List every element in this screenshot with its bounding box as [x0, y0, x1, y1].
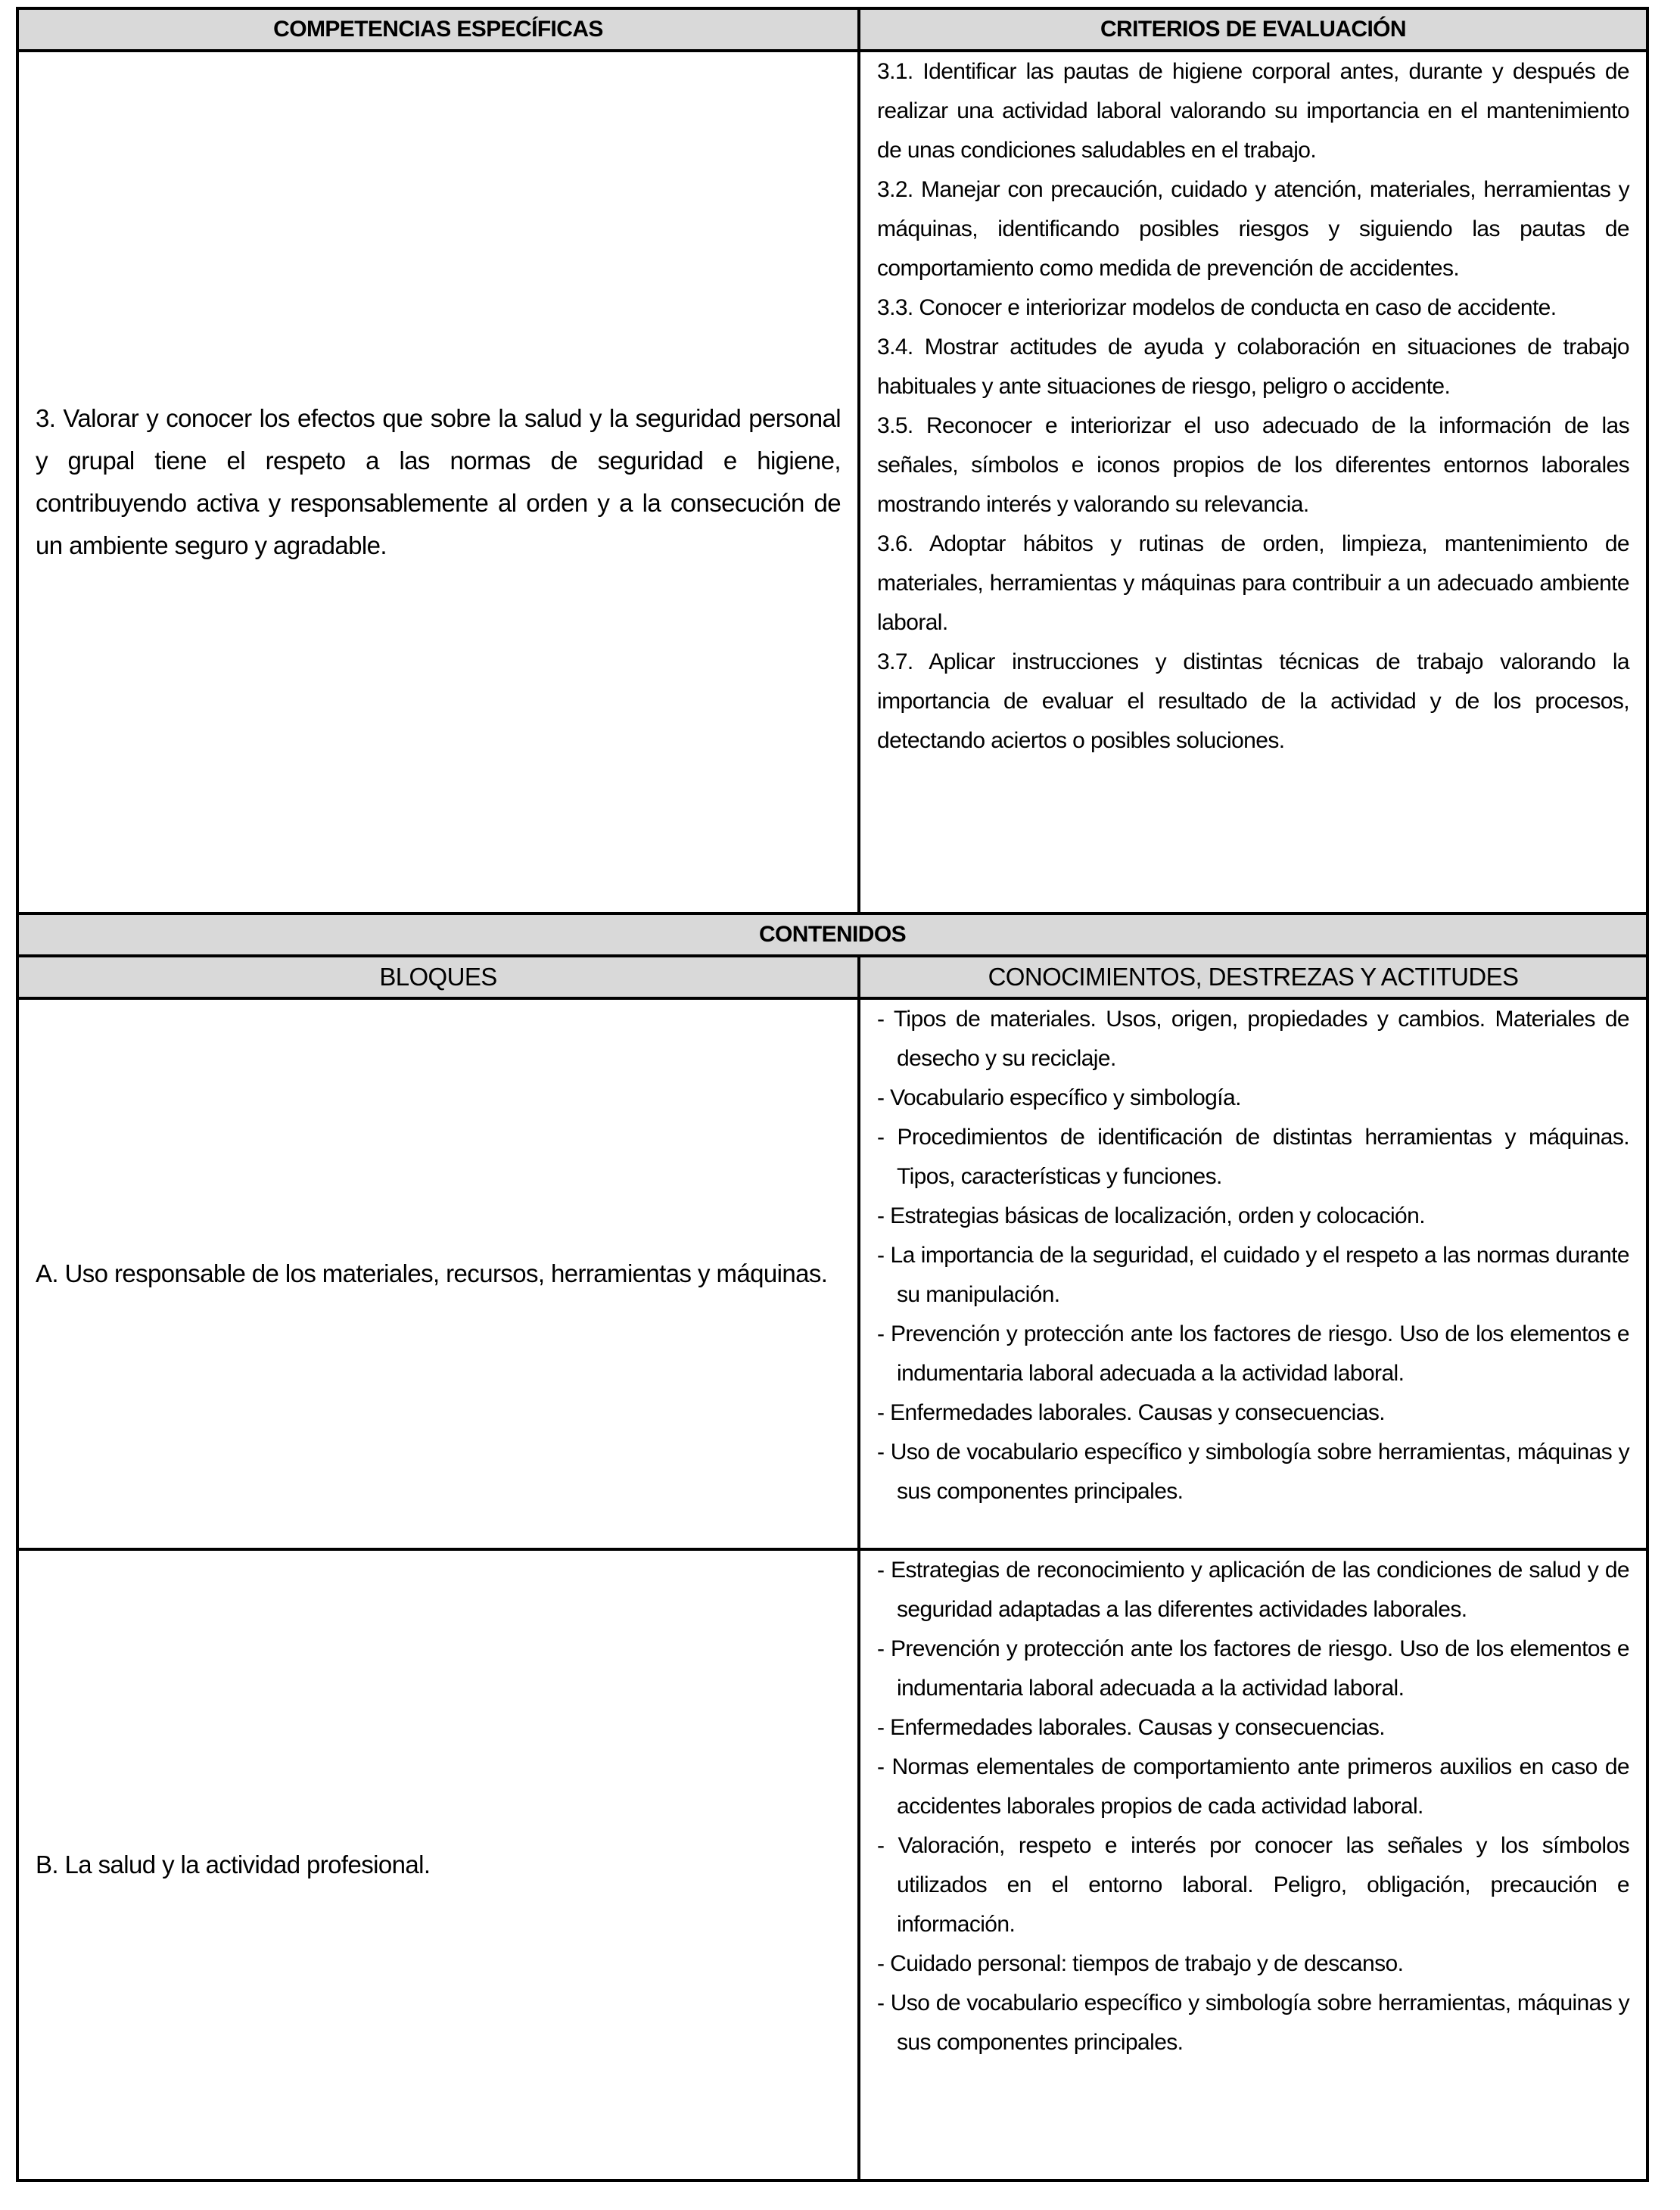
list-item: - La importancia de la seguridad, el cuidado y el respeto a las normas durante su manipulación.	[877, 1243, 1629, 1307]
header-criterios: CRITERIOS DE EVALUACIÓN	[859, 8, 1647, 51]
bloque-items-cell	[859, 1549, 1647, 2180]
criterio: 3.1. Identificar las pautas de higiene corporal antes, durante y después de realizar una actividad laboral valorando su importancia en el mantenimiento de unas condiciones saludables en el trabajo.	[877, 59, 1629, 163]
bloque-name-cell	[17, 1549, 859, 2180]
bloque-row	[17, 998, 1647, 1549]
list-item: - Uso de vocabulario específico y simbología sobre herramientas, máquinas y sus componentes principales.	[877, 1440, 1629, 1504]
list-item: - Estrategias básicas de localización, orden y colocación.	[877, 1203, 1425, 1228]
criterio: 3.5. Reconocer e interiorizar el uso adecuado de la información de las señales, símbolos e iconos propios de los diferentes entornos laborales mostrando interés y valorando su relevancia.	[877, 413, 1629, 517]
bloque-name-cell	[17, 998, 859, 1549]
curriculum-table	[16, 7, 1649, 2182]
competencia-text: 3. Valorar y conocer los efectos que sobre la salud y la seguridad personal y grupal tiene el respeto a las normas de seguridad e higiene, contribuyendo activa y responsablemente al orden y a la consecución de un ambiente seguro y agradable.	[36, 404, 841, 559]
list-item: - Tipos de materiales. Usos, origen, propiedades y cambios. Materiales de desecho y su reciclaje.	[877, 1007, 1629, 1071]
bloque-name: A. Uso responsable de los materiales, recursos, herramientas y máquinas.	[36, 1259, 828, 1287]
competencia-row	[17, 51, 1647, 914]
bloques-header: BLOQUES	[17, 956, 859, 998]
criterio: 3.7. Aplicar instrucciones y distintas técnicas de trabajo valorando la importancia de evaluar el resultado de la actividad y de los procesos, detectando aciertos o posibles soluciones.	[877, 649, 1629, 753]
bloque-row	[17, 1549, 1647, 2180]
list-item: - Cuidado personal: tiempos de trabajo y de descanso.	[877, 1951, 1404, 1976]
contenidos-title: CONTENIDOS	[17, 914, 1647, 956]
bloque-name: B. La salud y la actividad profesional.	[36, 1850, 431, 1878]
contenidos-row	[17, 914, 1647, 956]
competencia-cell	[17, 51, 859, 914]
list-item: - Valoración, respeto e interés por conocer las señales y los símbolos utilizados en el entorno laboral. Peligro, obligación, precaución e información.	[877, 1833, 1629, 1937]
list-item: - Procedimientos de identificación de distintas herramientas y máquinas. Tipos, características y funciones.	[877, 1125, 1629, 1189]
contenidos-subheader-row	[17, 956, 1647, 998]
list-item: - Vocabulario específico y simbología.	[877, 1085, 1241, 1110]
header-row	[17, 8, 1647, 51]
criterio: 3.6. Adoptar hábitos y rutinas de orden, limpieza, mantenimiento de materiales, herramientas y máquinas para contribuir a un adecuado ambiente laboral.	[877, 531, 1629, 635]
criterio: 3.4. Mostrar actitudes de ayuda y colaboración en situaciones de trabajo habituales y ante situaciones de riesgo, peligro o accidente.	[877, 335, 1629, 399]
list-item: - Prevención y protección ante los factores de riesgo. Uso de los elementos e indumentaria laboral adecuada a la actividad laboral.	[877, 1636, 1629, 1701]
criterio: 3.2. Manejar con precaución, cuidado y atención, materiales, herramientas y máquinas, identificando posibles riesgos y siguiendo las pautas de comportamiento como medida de prevención de accidentes.	[877, 177, 1629, 281]
bloque-items-cell	[859, 998, 1647, 1549]
criterios-cell	[859, 51, 1647, 914]
list-item: - Estrategias de reconocimiento y aplicación de las condiciones de salud y de seguridad adaptadas a las diferentes actividades laborales.	[877, 1558, 1629, 1622]
list-item: - Uso de vocabulario específico y simbología sobre herramientas, máquinas y sus componentes principales.	[877, 1991, 1629, 2055]
list-item: - Enfermedades laborales. Causas y consecuencias.	[877, 1715, 1385, 1740]
criterio: 3.3. Conocer e interiorizar modelos de conducta en caso de accidente.	[877, 295, 1557, 320]
list-item: - Prevención y protección ante los factores de riesgo. Uso de los elementos e indumentaria laboral adecuada a la actividad laboral.	[877, 1321, 1629, 1386]
header-competencias: COMPETENCIAS ESPECÍFICAS	[17, 8, 859, 51]
list-item: - Normas elementales de comportamiento ante primeros auxilios en caso de accidentes laborales propios de cada actividad laboral.	[877, 1754, 1629, 1819]
list-item: - Enfermedades laborales. Causas y consecuencias.	[877, 1400, 1385, 1425]
conocimientos-header: CONOCIMIENTOS, DESTREZAS Y ACTITUDES	[859, 956, 1647, 998]
